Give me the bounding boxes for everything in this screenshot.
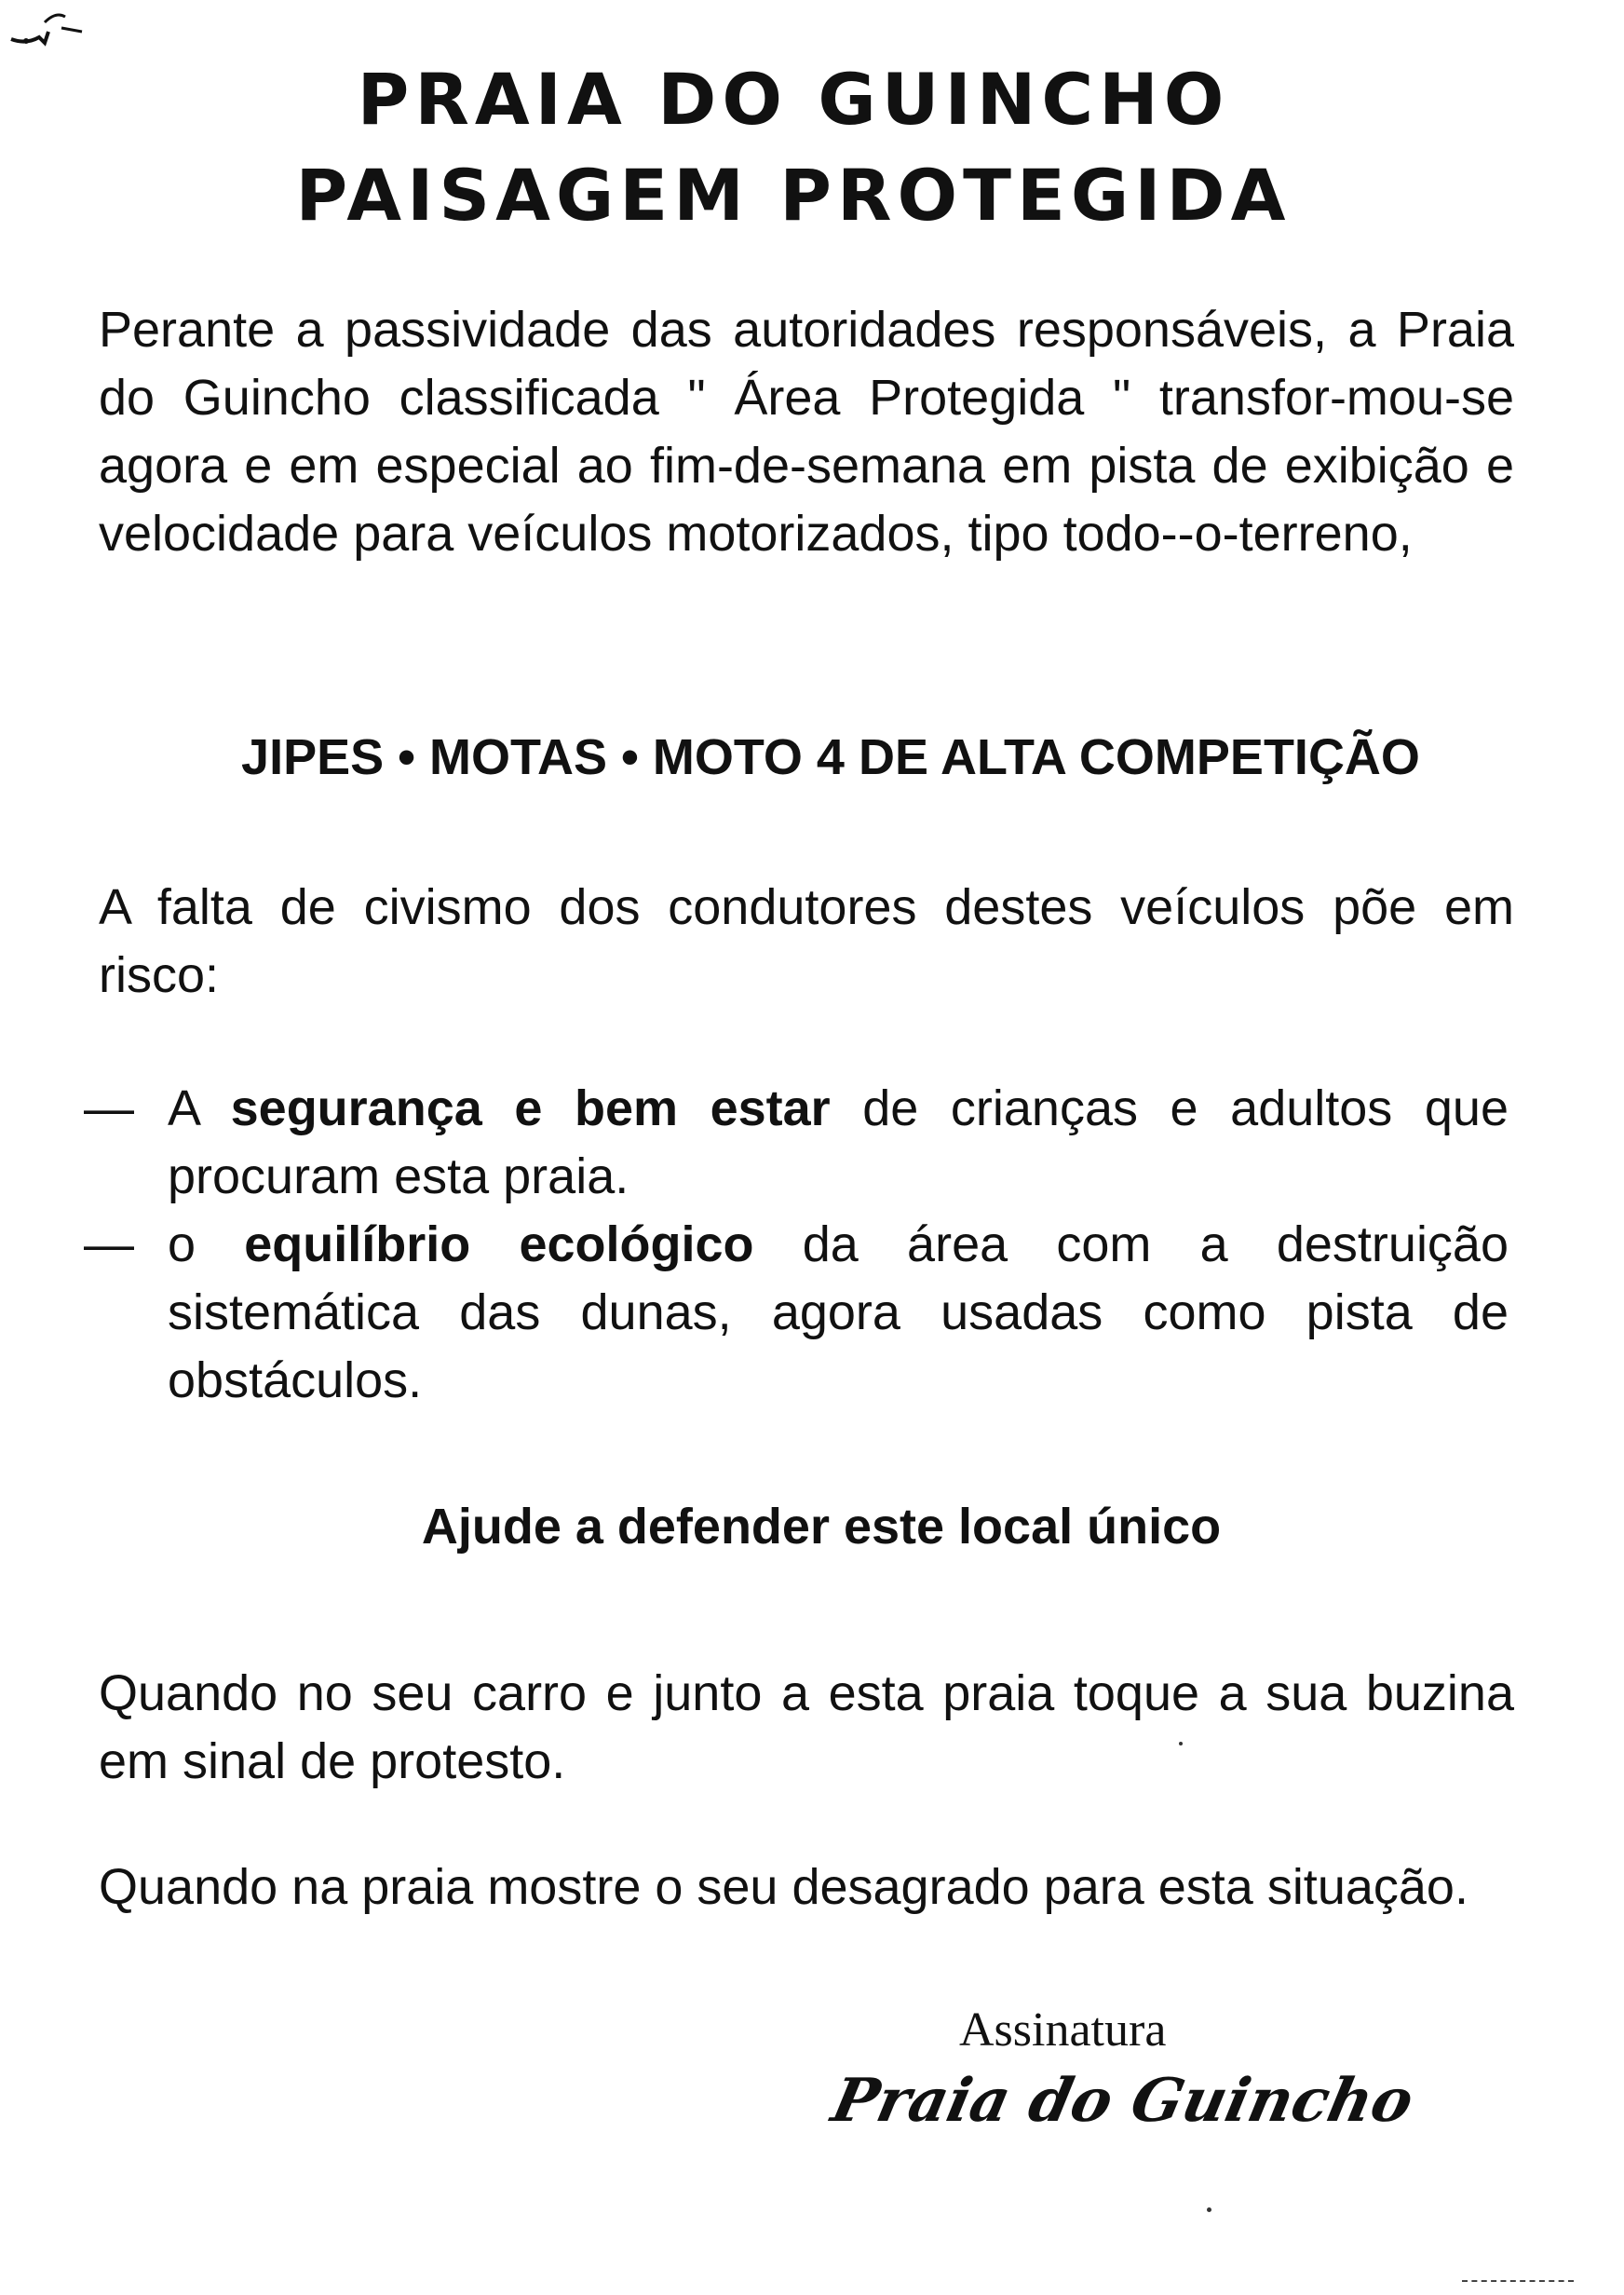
bullet-emphasis: segurança e bem estar: [230, 1080, 831, 1136]
bullet-ecology: [84, 1211, 1509, 1415]
vehicles-heading: JIPES • MOTAS • MOTO 4 DE ALTA COMPETIÇÃO: [241, 729, 1420, 785]
instruction-car-paragraph: Quando no seu carro e junto a esta praia toque a sua buzina em sinal de protesto.: [99, 1665, 1514, 1789]
scan-speck: [1179, 1742, 1183, 1745]
handwritten-signature: Praia do Guincho: [826, 2066, 1420, 2136]
title-line-1: PRAIA DO GUINCHO: [357, 58, 1230, 141]
signature-label: Assinatura: [959, 2003, 1167, 2057]
bullet-prefix: A: [168, 1080, 231, 1136]
bullet-dash: —: [84, 1216, 134, 1272]
scan-artifact-line: [1462, 2280, 1574, 2282]
bullet-text: [168, 1211, 1509, 1415]
title-line-2: PAISAGEM PROTEGIDA: [295, 154, 1292, 237]
bullet-rest: de crianças e adultos que procuram esta praia.: [168, 1080, 1509, 1204]
bullet-prefix: o: [168, 1216, 245, 1272]
bullet-safety: [84, 1075, 1509, 1211]
scan-speck: [1207, 2207, 1211, 2212]
risk-intro-paragraph: A falta de civismo dos condutores destes veículos põe em risco:: [99, 879, 1514, 1003]
instruction-beach-paragraph: Quando na praia mostre o seu desagrado para esta situação.: [99, 1859, 1468, 1915]
bullet-dash: —: [84, 1080, 134, 1136]
corner-ink-mark-icon: [7, 4, 91, 55]
bullet-rest: da área com a destruição sistemática das dunas, agora usadas como pista de obstáculos.: [168, 1216, 1509, 1408]
call-to-action-heading: Ajude a defender este local único: [421, 1499, 1222, 1555]
bullet-emphasis: equilíbrio ecológico: [244, 1216, 754, 1272]
bullet-text: [168, 1075, 1509, 1211]
intro-paragraph: Perante a passividade das autoridades responsáveis, a Praia do Guincho classificada " Área Protegida " transfor-mou-se agora e em especial ao fim-de-semana em pista de exibição e velocidade para veículos motorizados, tipo todo--o-terreno,: [99, 302, 1514, 562]
